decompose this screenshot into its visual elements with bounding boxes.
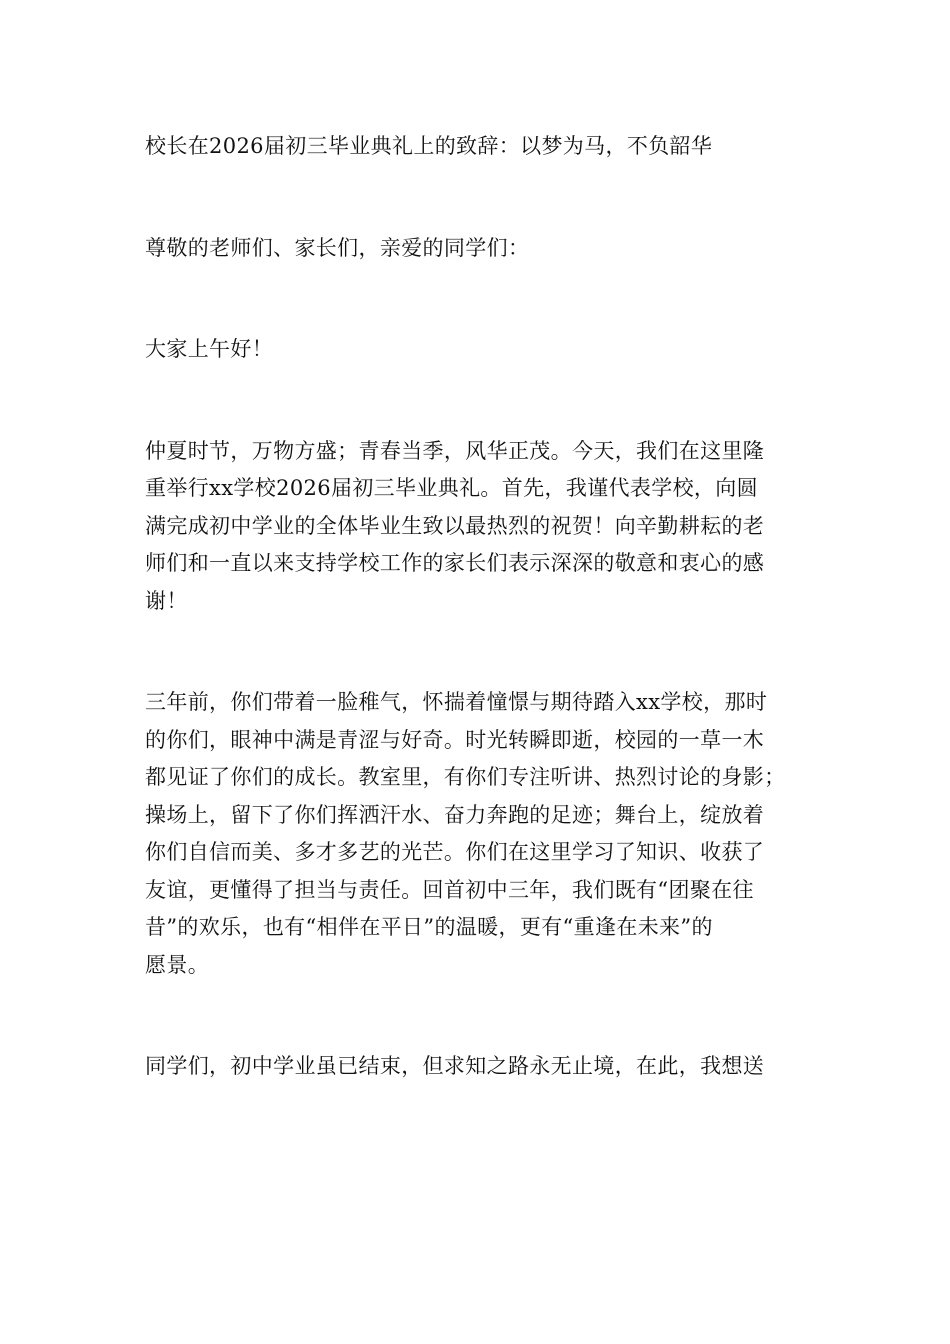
document-body bbox=[145, 128, 835, 1086]
text-line: 校长在2026届初三毕业典礼上的致辞：以梦为马，不负韶华 bbox=[145, 134, 713, 158]
text-line: 愿景。 bbox=[145, 952, 210, 977]
text-line: 昔”的欢乐，也有“相伴在平日”的温暖，更有“重逢在未来”的 bbox=[145, 915, 713, 939]
text-line: 都见证了你们的成长。教室里，有你们专注听讲、热烈讨论的身影； bbox=[145, 765, 786, 789]
text-line: 尊敬的老师们、家长们，亲爱的同学们： bbox=[145, 235, 530, 260]
paragraph-3 bbox=[145, 1048, 835, 1086]
text-line: 大家上午好！ bbox=[145, 337, 274, 361]
text-line: 谢！ bbox=[145, 588, 188, 613]
text-line: 操场上，留下了你们挥洒汗水、奋力奔跑的足迹；舞台上，绽放着 bbox=[145, 802, 765, 827]
text-line: 的你们，眼神中满是青涩与好奇。时光转瞬即逝，校园的一草一木 bbox=[145, 727, 765, 752]
text-line: 满完成初中学业的全体毕业生致以最热烈的祝贺！向辛勤耕耘的老 bbox=[145, 513, 765, 538]
text-line: 同学们，初中学业虽已结束，但求知之路永无止境，在此，我想送 bbox=[145, 1054, 765, 1078]
text-line: 你们自信而美、多才多艺的光芒。你们在这里学习了知识、收获了 bbox=[145, 840, 765, 864]
paragraph-1 bbox=[145, 433, 835, 621]
text-line: 师们和一直以来支持学校工作的家长们表示深深的敬意和衷心的感 bbox=[145, 551, 765, 575]
paragraph-2 bbox=[145, 684, 835, 984]
document-title bbox=[145, 128, 835, 166]
text-line: 仲夏时节，万物方盛；青春当季，风华正茂。今天，我们在这里隆 bbox=[145, 438, 765, 463]
text-line: 三年前，你们带着一脸稚气，怀揣着憧憬与期待踏入xx学校，那时 bbox=[145, 690, 768, 714]
salutation bbox=[145, 230, 835, 268]
text-line: 友谊，更懂得了担当与责任。回首初中三年，我们既有“团聚在往 bbox=[145, 877, 754, 902]
text-line: 重举行xx学校2026届初三毕业典礼。首先，我谨代表学校，向圆 bbox=[145, 476, 758, 500]
greeting bbox=[145, 331, 835, 369]
